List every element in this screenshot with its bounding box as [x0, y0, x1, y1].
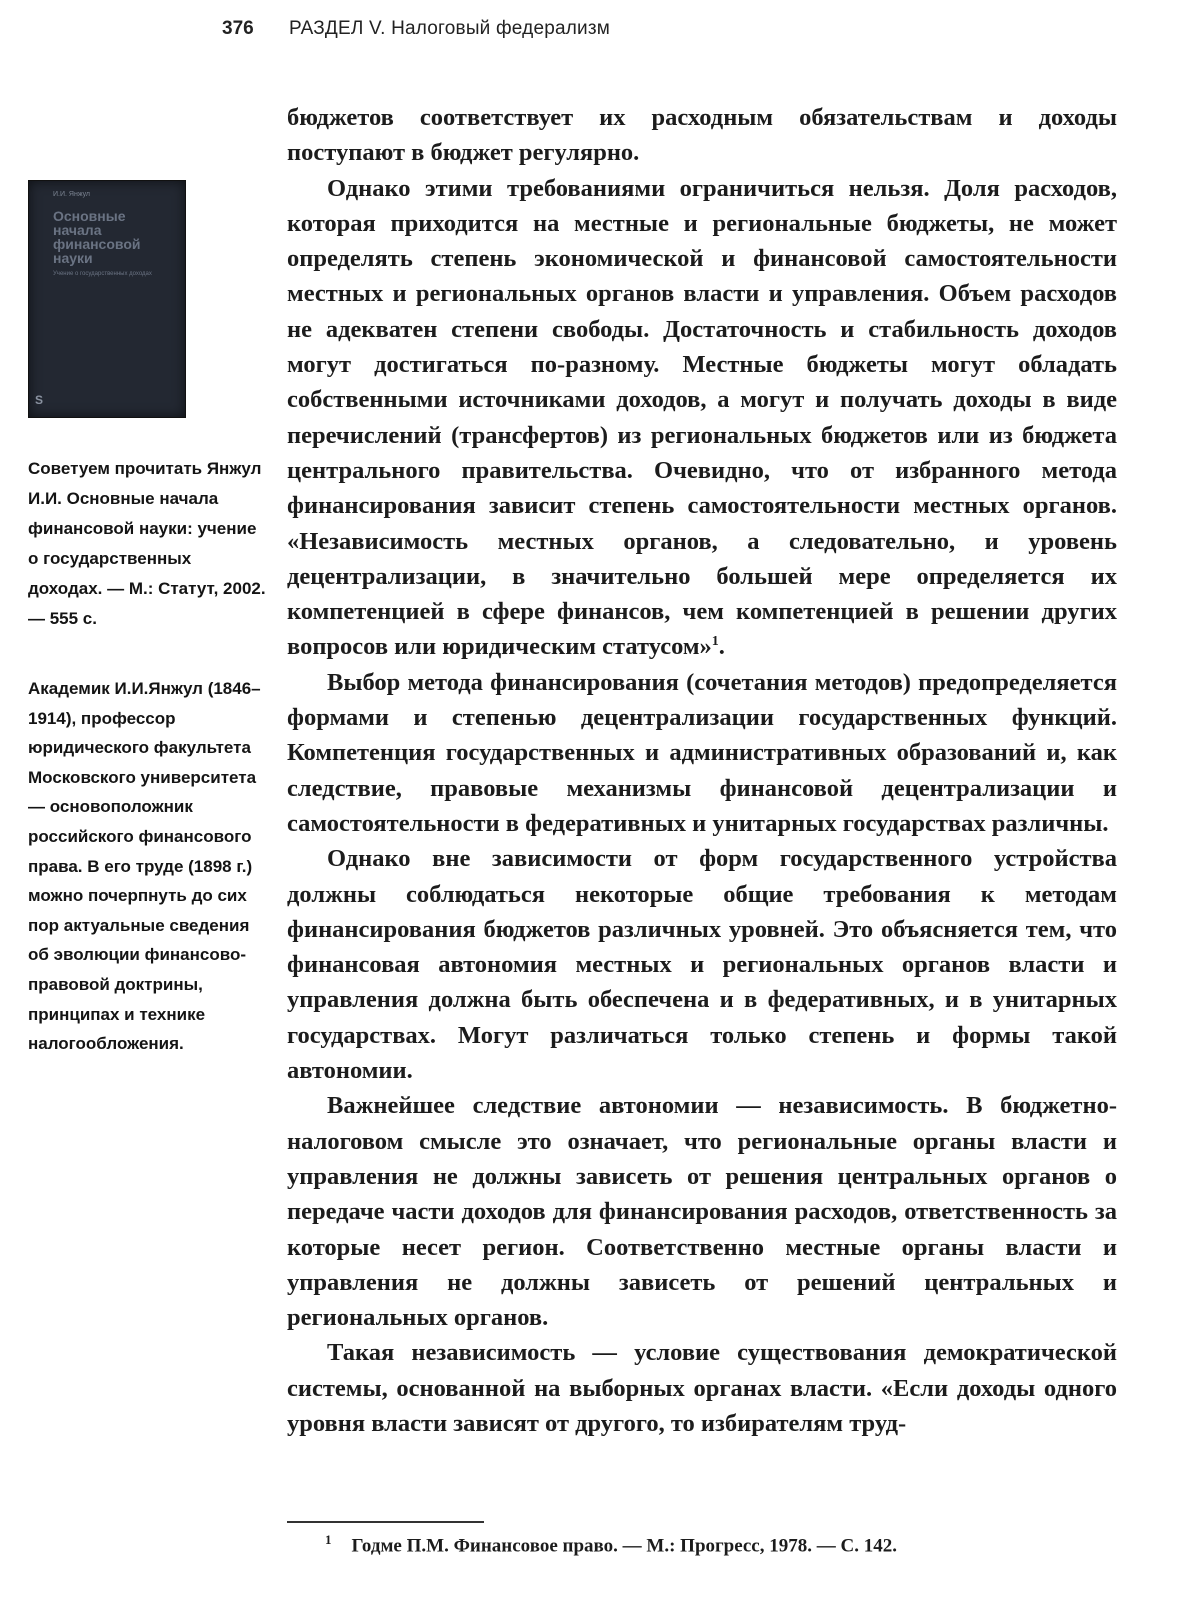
author-bio-note: [28, 674, 268, 1059]
paragraph: Однако этими требованиями ограничиться нельзя. Доля расходов, которая приходится на местные и региональные бюджеты, не может определять степень экономической и финансовой самостоятельности местных и региональных органов власти и управления. Объем расходов не адекватен степени свободы. Достаточность и стабильность доходов могут достигаться по-разному. Местные бюджеты могут обладать собственными источниками доходов, а могут и получать доходы в виде перечислений (трансфертов) из региональных бюджетов или из бюджета центрального правительства. Очевидно, что от избранного метода финансирования зависит степень самостоятельности местных органов. «Независимость местных органов, а следовательно, и уровень децентрализации, в значительно большей мере определяется их компетенцией в сфере финансов, чем компетенцией в решении других вопросов или юридическим статусом»$^1$.: [287, 174, 1117, 661]
recommend-note: [28, 454, 268, 634]
recommend-text: Советуем прочитать Янжул И.И. Основные начала финансовой науки: учение о государственных доходах. — М.: Статут, 2002. — 555 с.: [28, 459, 266, 628]
publisher-logo-icon: S: [35, 393, 44, 407]
cover-subtitle: Учение о государственных доходах: [53, 271, 152, 277]
footnote-reference[interactable]: 1: [711, 634, 719, 650]
bio-text: Академик И.И.Янжул (1846–1914), профессор юридического факультета Московского университета — основоположник российского финансового права. В его труде (1898 г.) можно почерпнуть до сих пор актуальные сведения об эволюции финансово-правовой доктрины, принципах и технике налогообложения.: [28, 679, 261, 1054]
cover-author: И.И. Янжул: [53, 191, 91, 198]
paragraph: Выбор метода финансирования (сочетания методов) предопределяется формами и степенью децентрализации государственных функций. Компетенция государственных и административных образований и, как следствие, правовые механизмы финансовой децентрализации и самостоятельности в федеративных и унитарных государствах различны.: [287, 668, 1117, 837]
footnote-text: Годме П.М. Финансовое право. — М.: Прогресс, 1978. — С. 142.: [351, 1535, 897, 1557]
paragraph-text: Однако этими требованиями ограничиться нельзя. Доля расходов, которая приходится на местные и региональные бюджеты, не может определять степень экономической и финансовой самостоятельности местных и региональных органов власти и управления. Объем расходов не адекватен степени свободы. Достаточность и стабильность доходов могут достигаться по-разному. Местные бюджеты могут обладать собственными источниками доходов, а могут и получать доходы в виде перечислений (трансфертов) из региональных бюджетов или из бюджета центрального правительства. Очевидно, что от избранного метода финансирования зависит степень самостоятельности местных органов. «Независимость местных органов, а следовательно, и уровень децентрализации, в значительно большей мере определяется их компетенцией в сфере финансов, чем компетенцией в решении других вопросов или юридическим статусом»: [287, 174, 1117, 661]
cover-title: Основные начала финансовой науки: [53, 208, 141, 266]
paragraph: бюджетов соответствует их расходным обязательствам и доходы поступают в бюджет регулярно.: [287, 104, 1117, 167]
paragraph: Важнейшее следствие автономии — независимость. В бюджетно-налоговом смысле это означает, что региональные органы власти и управления не должны зависеть от решения центральных органов о передаче части доходов для финансирования расходов, ответственность за которые несет регион. Соответственно местные органы власти и управления не должны зависеть от решений центральных и региональных органов.: [287, 1092, 1117, 1332]
footnote-divider: [287, 1521, 484, 1523]
footnote: [325, 1528, 1105, 1558]
paragraph: Однако вне зависимости от форм государственного устройства должны соблюдаться некоторые общие требования к методам финансирования бюджетов различных уровней. Это объясняется тем, что финансовая автономия местных и региональных органов власти и управления должна быть обеспечена и в федеративных, и в унитарных государствах. Могут различаться только степень и формы такой автономии.: [287, 845, 1117, 1085]
footnote-mark: 1: [325, 1532, 332, 1547]
page-header: [222, 18, 610, 40]
running-title: РАЗДЕЛ V. Налоговый федерализм: [288, 18, 611, 39]
sidebar: [28, 180, 268, 1059]
paragraph: Такая независимость — условие существования демократической системы, основанной на выборных органах власти. «Если доходы одного уровня власти зависят от другого, то избирателям труд-: [287, 1339, 1117, 1437]
book-cover-image: [28, 180, 186, 418]
page-number: 376: [222, 18, 254, 39]
main-text: [287, 100, 1117, 1441]
